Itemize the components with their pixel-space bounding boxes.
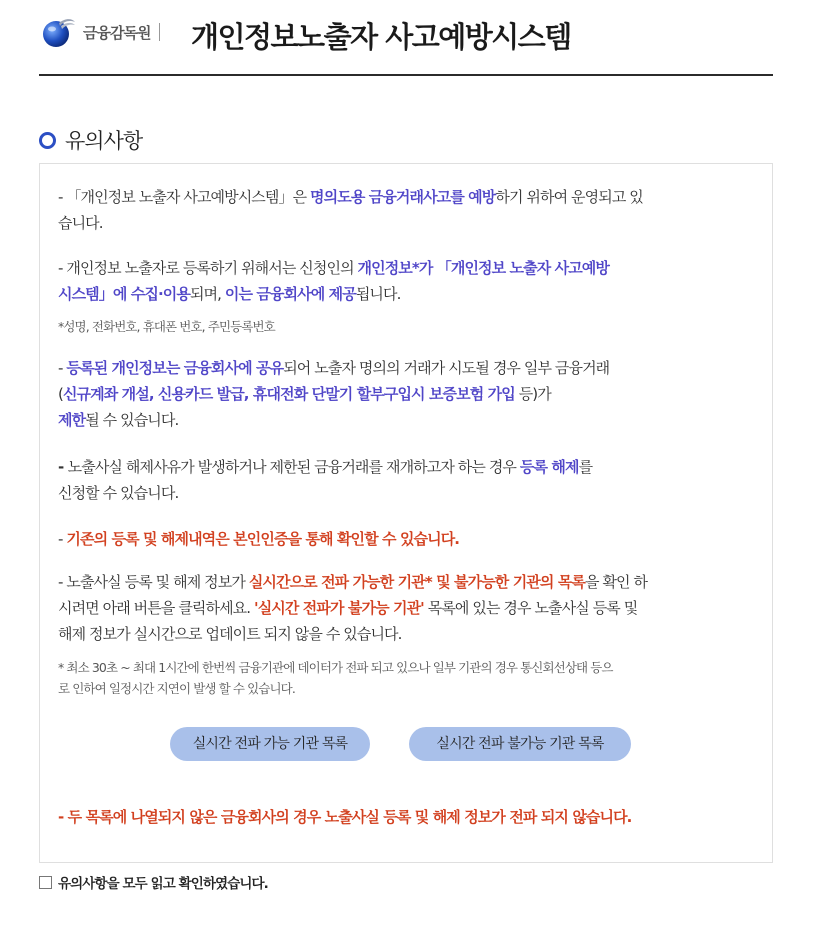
highlight-text: 제한 bbox=[58, 411, 86, 429]
realtime-impossible-list-button[interactable]: 실시간 전파 불가능 기관 목록 bbox=[409, 727, 631, 761]
page-title: 개인정보노출자 사고예방시스템 bbox=[191, 20, 571, 54]
text: - bbox=[58, 458, 68, 476]
text: 됩니다. bbox=[355, 285, 401, 303]
text: ( bbox=[58, 385, 63, 403]
text: 등)가 bbox=[514, 385, 551, 403]
section-heading bbox=[39, 125, 142, 155]
text: 시려면 아래 버튼을 클릭하세요. bbox=[58, 599, 255, 617]
text: - 개인정보 노출자로 등록하기 위해서는 신청인의 bbox=[58, 259, 358, 277]
text: - bbox=[58, 530, 67, 548]
warning-text: '실시간 전파가 불가능 기관' bbox=[254, 599, 424, 617]
notice-paragraph-7 bbox=[58, 804, 758, 830]
text: 노출사실 해제사유가 발생하거나 제한된 금융거래를 재개하고자 하는 경우 bbox=[67, 458, 520, 476]
highlight-text: 시스템」에 수집·이용 bbox=[58, 285, 190, 303]
highlight-text: 등록 해제 bbox=[519, 458, 579, 476]
personal-info-footnote: *성명, 전화번호, 휴대폰 번호, 주민등록번호 bbox=[58, 319, 275, 334]
highlight-text: 신규계좌 개설, 신용카드 발급, 휴대전화 단말기 할부구입시 보증보험 가입 bbox=[62, 385, 515, 403]
org-name: 금융감독원 bbox=[83, 23, 151, 42]
warning-text: 실시간으로 전파 가능한 기관* 및 불가능한 기관의 목록 bbox=[248, 573, 585, 591]
text: - bbox=[58, 808, 68, 826]
highlight-text: 이는 금융회사에 제공 bbox=[224, 285, 356, 303]
text: 신청할 수 있습니다. bbox=[58, 484, 179, 502]
text: 을 확인 하 bbox=[585, 573, 648, 591]
logo-divider bbox=[159, 23, 160, 41]
realtime-possible-list-button[interactable]: 실시간 전파 가능 기관 목록 bbox=[170, 727, 370, 761]
text: - bbox=[58, 359, 67, 377]
text: - 「개인정보 노출자 사고예방시스템」은 bbox=[58, 188, 311, 206]
text: 되어 노출자 명의의 거래가 시도될 경우 일부 금융거래 bbox=[283, 359, 610, 377]
agree-checkbox[interactable] bbox=[39, 876, 52, 889]
notice-paragraph-5 bbox=[58, 526, 758, 552]
section-title: 유의사항 bbox=[65, 129, 143, 153]
text: 해제 정보가 실시간으로 업데이트 되지 않을 수 있습니다. bbox=[58, 625, 402, 643]
propagation-footnote bbox=[58, 657, 758, 699]
highlight-text: 명의도용 금융거래사고를 예방 bbox=[310, 188, 496, 206]
text: * 최소 30초 ~ 최대 1시간에 한번씩 금융기관에 데이터가 전파 되고 있으나 일부 기관의 경우 통신회선상태 등으 bbox=[58, 660, 613, 675]
notice-paragraph-6 bbox=[58, 569, 758, 647]
notice-paragraph-3 bbox=[58, 355, 758, 433]
notice-paragraph-2 bbox=[58, 255, 758, 307]
warning-text: 기존의 등록 및 해제내역은 본인인증을 통해 확인할 수 있습니다. bbox=[66, 530, 460, 548]
fss-globe-icon bbox=[41, 14, 77, 50]
text: 를 bbox=[578, 458, 593, 476]
page-header bbox=[39, 10, 773, 76]
notice-paragraph-1 bbox=[58, 184, 758, 236]
warning-text: 두 목록에 나열되지 않은 금융회사의 경우 노출사실 등록 및 해제 정보가 전파 되지 않습니다. bbox=[67, 808, 632, 826]
text: 습니다. bbox=[58, 214, 103, 232]
text: - 노출사실 등록 및 해제 정보가 bbox=[58, 573, 249, 591]
agree-label: 유의사항을 모두 읽고 확인하였습니다. bbox=[58, 876, 268, 892]
text: 되며, bbox=[189, 285, 225, 303]
text: 목록에 있는 경우 노출사실 등록 및 bbox=[423, 599, 638, 617]
notice-panel bbox=[39, 163, 773, 863]
text: 로 인하여 일정시간 지연이 발생 할 수 있습니다. bbox=[58, 681, 295, 696]
highlight-text: 개인정보*가 「개인정보 노출자 사고예방 bbox=[357, 259, 609, 277]
text: 하기 위하여 운영되고 있 bbox=[495, 188, 643, 206]
text: 될 수 있습니다. bbox=[85, 411, 179, 429]
highlight-text: 등록된 개인정보는 금융회사에 공유 bbox=[66, 359, 284, 377]
notice-paragraph-4 bbox=[58, 454, 758, 506]
agree-checkbox-row[interactable] bbox=[39, 872, 268, 892]
circle-bullet-icon bbox=[39, 132, 56, 149]
fss-logo[interactable] bbox=[41, 14, 170, 50]
